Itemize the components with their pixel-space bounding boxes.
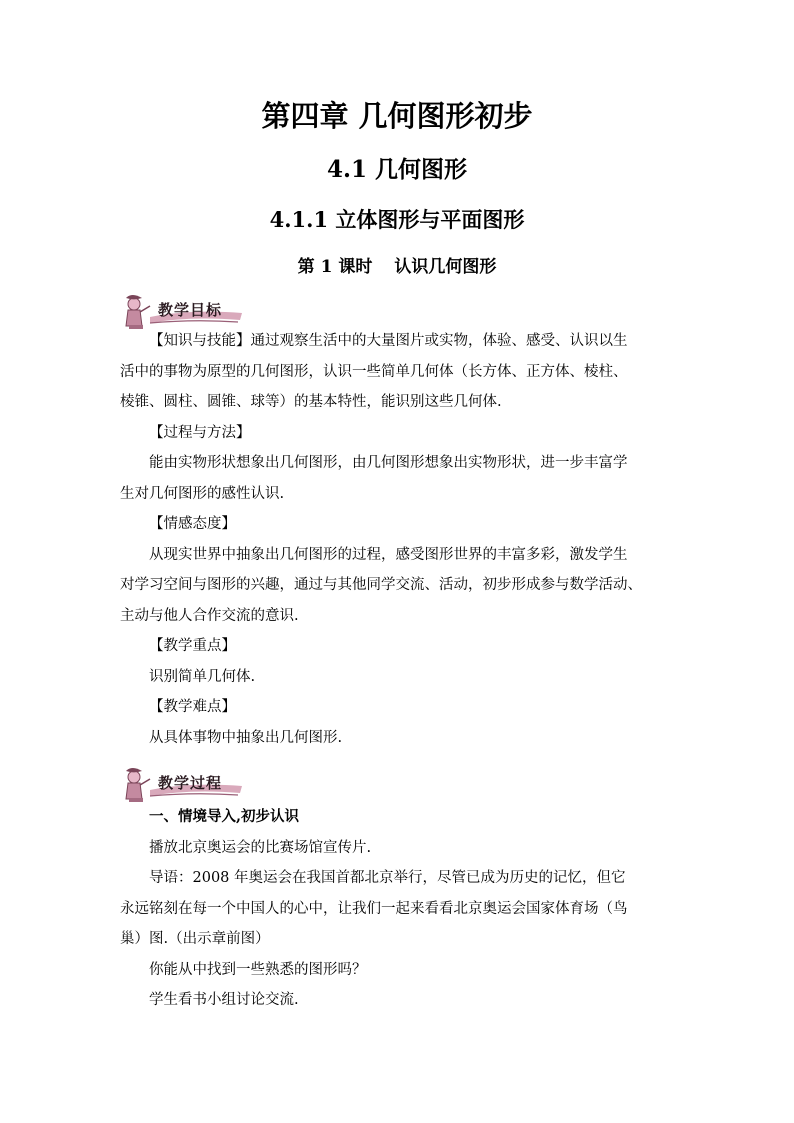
knowledge-line-1: 【知识与技能】通过观察生活中的大量图片或实物，体验、感受、认识以生 — [149, 333, 628, 349]
emotion-line-3: 主动与他人合作交流的意识. — [120, 607, 299, 624]
section-title: 4.1 几何图形 — [326, 156, 468, 183]
difficulty-text: 从具体事物中抽象出几何图形. — [149, 729, 343, 746]
objectives-section — [120, 326, 676, 753]
intro-line-3: 巢）图.（出示章前图） — [120, 931, 270, 947]
intro-line-1: 导语：2008 年奥运会在我国首都北京举行，尽管已成为历史的记忆，但它 — [149, 870, 626, 886]
process-heading: 一、情境导入,初步认识 — [149, 808, 300, 825]
emotion-line-1: 从现实世界中抽象出几何图形的过程，感受图形世界的丰富多彩，激发学生 — [149, 546, 628, 563]
discussion-line: 学生看书小组讨论交流. — [149, 992, 299, 1008]
process-section — [120, 802, 676, 1016]
process-banner — [120, 765, 246, 803]
process-line-1: 播放北京奥运会的比赛场馆宣传片. — [149, 839, 372, 856]
subsection-title: 4.1.1 立体图形与平面图形 — [269, 207, 525, 232]
knowledge-label: 【知识与技能】 — [149, 333, 251, 349]
process-method-label: 【过程与方法】 — [149, 424, 251, 441]
difficulty-label: 【教学难点】 — [149, 699, 236, 715]
chapter-title: 第四章 几何图形初步 — [261, 99, 533, 133]
intro-line-2: 永远铭刻在每一个中国人的心中，让我们一起来看看北京奥运会国家体育场（鸟 — [120, 900, 628, 917]
knowledge-line-2: 活中的事物为原型的几何图形，认识一些简单几何体（长方体、正方体、棱柱、 — [120, 363, 628, 380]
objectives-banner — [120, 292, 246, 330]
key-point-label: 【教学重点】 — [149, 638, 236, 654]
lesson-name: 认识几何图形 — [394, 257, 497, 277]
lesson-title — [0, 252, 794, 282]
question-line: 你能从中找到一些熟悉的图形吗？ — [149, 961, 367, 978]
process-banner-label: 教学过程 — [158, 774, 223, 792]
knowledge-line-3: 棱锥、圆柱、圆锥、球等）的基本特性，能识别这些几何体. — [120, 394, 502, 410]
objectives-banner-label: 教学目标 — [158, 301, 223, 319]
key-point-text: 识别简单几何体. — [149, 668, 256, 685]
emotion-label: 【情感态度】 — [149, 516, 236, 532]
process-method-line-2: 生对几何图形的感性认识. — [120, 485, 285, 502]
process-method-line-1: 能由实物形状想象出几何图形，由几何图形想象出实物形状，进一步丰富学 — [149, 455, 628, 471]
emotion-line-2: 对学习空间与图形的兴趣，通过与其他同学交流、活动，初步形成参与数学活动、 — [120, 577, 642, 593]
lesson-number: 第 1 课时 — [297, 257, 373, 277]
